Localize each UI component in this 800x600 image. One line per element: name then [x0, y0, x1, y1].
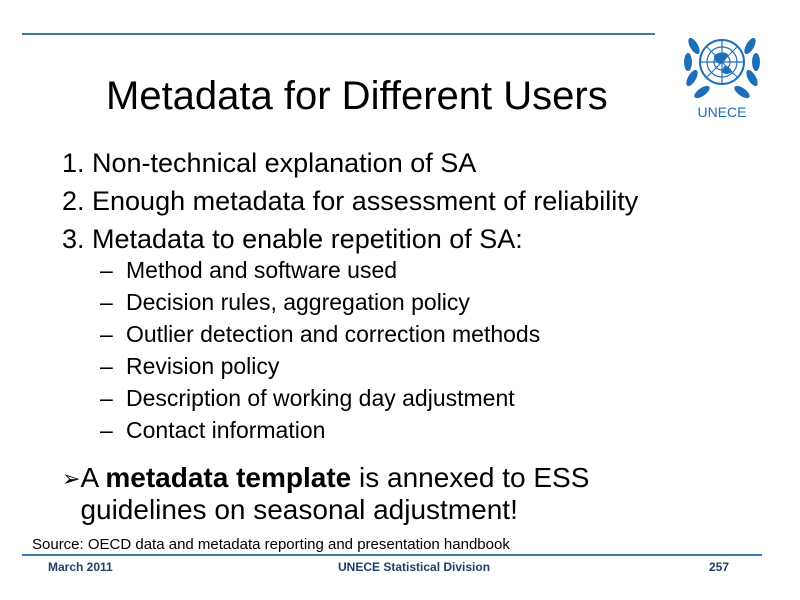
note-bold: metadata template: [105, 462, 352, 493]
sub-item-text: Contact information: [126, 417, 326, 443]
dash-bullet-icon: –: [100, 257, 113, 283]
template-note: [62, 462, 702, 526]
bottom-rule: [22, 554, 762, 556]
dash-bullet-icon: –: [100, 289, 113, 315]
dash-bullet-icon: –: [100, 385, 113, 411]
slide-title: Metadata for Different Users: [106, 74, 608, 118]
sub-list-item: [100, 382, 540, 414]
page-number: 257: [709, 560, 730, 574]
dash-bullet-icon: –: [100, 353, 113, 379]
sub-list-item: [100, 350, 540, 382]
sub-list-item: [100, 286, 540, 318]
list-item: 2. Enough metadata for assessment of reliability: [62, 186, 639, 216]
footer-division: UNECE Statistical Division: [338, 560, 491, 574]
note-text: [80, 462, 702, 526]
sub-item-list: [100, 254, 540, 446]
sub-item-text: Decision rules, aggregation policy: [126, 289, 470, 315]
unece-logo: [674, 16, 770, 126]
arrow-bullet-icon: ➢: [62, 466, 81, 491]
note-prefix: A: [80, 462, 106, 493]
note-suffix: is annexed to ESS guidelines on seasonal adjustment!: [80, 462, 590, 525]
sub-list-item: [100, 318, 540, 350]
sub-item-text: Outlier detection and correction methods: [126, 321, 541, 347]
source-citation: Source: OECD data and metadata reporting and presentation handbook: [32, 536, 510, 553]
sub-list-item: [100, 414, 540, 446]
sub-item-text: Method and software used: [126, 257, 398, 283]
list-item: 1. Non-technical explanation of SA: [62, 148, 477, 178]
dash-bullet-icon: –: [100, 417, 113, 443]
top-rule: [22, 33, 655, 35]
logo-text: UNECE: [697, 104, 747, 120]
un-emblem-icon: [674, 16, 770, 126]
sub-list-item: [100, 254, 540, 286]
numbered-list: [62, 144, 638, 258]
sub-item-text: Revision policy: [126, 353, 280, 379]
dash-bullet-icon: –: [100, 321, 113, 347]
list-item: 3. Metadata to enable repetition of SA:: [62, 224, 523, 254]
footer-date: March 2011: [48, 560, 113, 574]
sub-item-text: Description of working day adjustment: [126, 385, 515, 411]
